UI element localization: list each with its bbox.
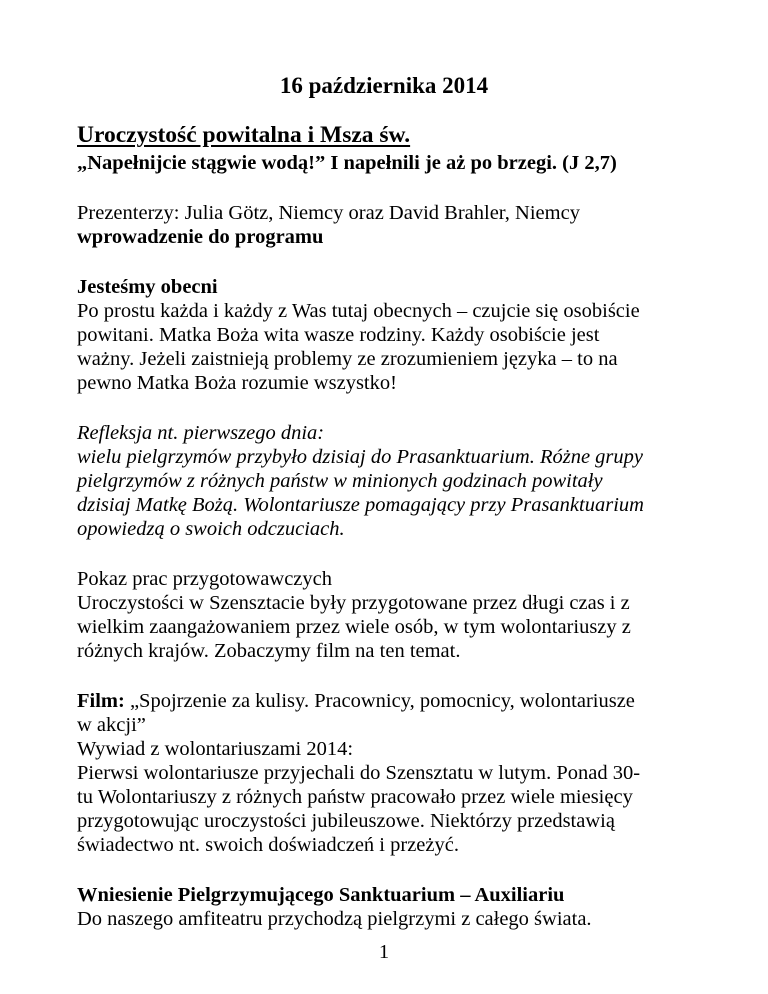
section-heading-present: Jesteśmy obecni <box>77 276 218 298</box>
presenters-line: Prezenterzy: Julia Götz, Niemcy oraz David Brahler, Niemcy <box>77 202 580 224</box>
page-number: 1 <box>378 941 390 963</box>
paragraph-line: Do naszego amfiteatru przychodzą pielgrzymi z całego świata. <box>77 908 592 930</box>
paragraph-line: dzisiaj Matkę Bożą. Wolontariusze pomagający przy Prasanktuarium <box>77 494 644 516</box>
paragraph-line: ważny. Jeżeli zaistnieją problemy ze zrozumieniem języka – to na <box>77 348 618 370</box>
document-date: 16 października 2014 <box>279 73 489 98</box>
paragraph-line: Uroczystości w Szensztacie były przygotowane przez długi czas i z <box>77 592 630 614</box>
motto: „Napełnijcie stągwie wodą!” I napełnili je aż po brzegi. (J 2,7) <box>77 152 617 174</box>
page-title: Uroczystość powitalna i Msza św. <box>77 122 411 148</box>
paragraph-line: pewno Matka Boża rozumie wszystko! <box>77 372 397 394</box>
section-heading-preparation: Pokaz prac przygotowawczych <box>77 568 332 590</box>
paragraph-line: Po prostu każda i każdy z Was tutaj obecnych – czujcie się osobiście <box>77 300 640 322</box>
section-heading-auxiliarium: Wniesienie Pielgrzymującego Sanktuarium – Auxiliariu <box>77 884 565 906</box>
section-heading-reflection: Refleksja nt. pierwszego dnia: <box>77 422 325 444</box>
paragraph-line: różnych krajów. Zobaczymy film na ten temat. <box>77 640 461 662</box>
paragraph-line: tu Wolontariuszy z różnych państw pracowało przez wiele miesięcy <box>77 786 633 808</box>
film-title-continued: w akcji” <box>77 714 146 736</box>
paragraph-line: Pierwsi wolontariusze przyjechali do Szensztatu w lutym. Ponad 30- <box>77 762 641 784</box>
paragraph-line: wielkim zaangażowaniem przez wiele osób, w tym wolontariuszy z <box>77 616 631 638</box>
paragraph-line: wielu pielgrzymów przybyło dzisiaj do Prasanktuarium. Różne grupy <box>77 446 644 468</box>
paragraph-line: przygotowując uroczystości jubileuszowe. Niektórzy przedstawią <box>77 810 615 832</box>
paragraph-line: Wywiad z wolontariuszami 2014: <box>77 738 354 760</box>
paragraph-line: opowiedzą o swoich odczuciach. <box>77 518 345 540</box>
film-label: Film: <box>77 690 125 712</box>
film-title: „Spojrzenie za kulisy. Pracownicy, pomocnicy, wolontariusze <box>124 690 635 712</box>
paragraph-line: pielgrzymów z różnych państw w minionych godzinach powitały <box>77 470 603 492</box>
film-line <box>77 689 635 713</box>
paragraph-line: świadectwo nt. swoich doświadczeń i przeżyć. <box>77 834 459 856</box>
intro-line: wprowadzenie do programu <box>77 226 324 248</box>
paragraph-line: powitani. Matka Boża wita wasze rodziny. Każdy osobiście jest <box>77 324 600 346</box>
